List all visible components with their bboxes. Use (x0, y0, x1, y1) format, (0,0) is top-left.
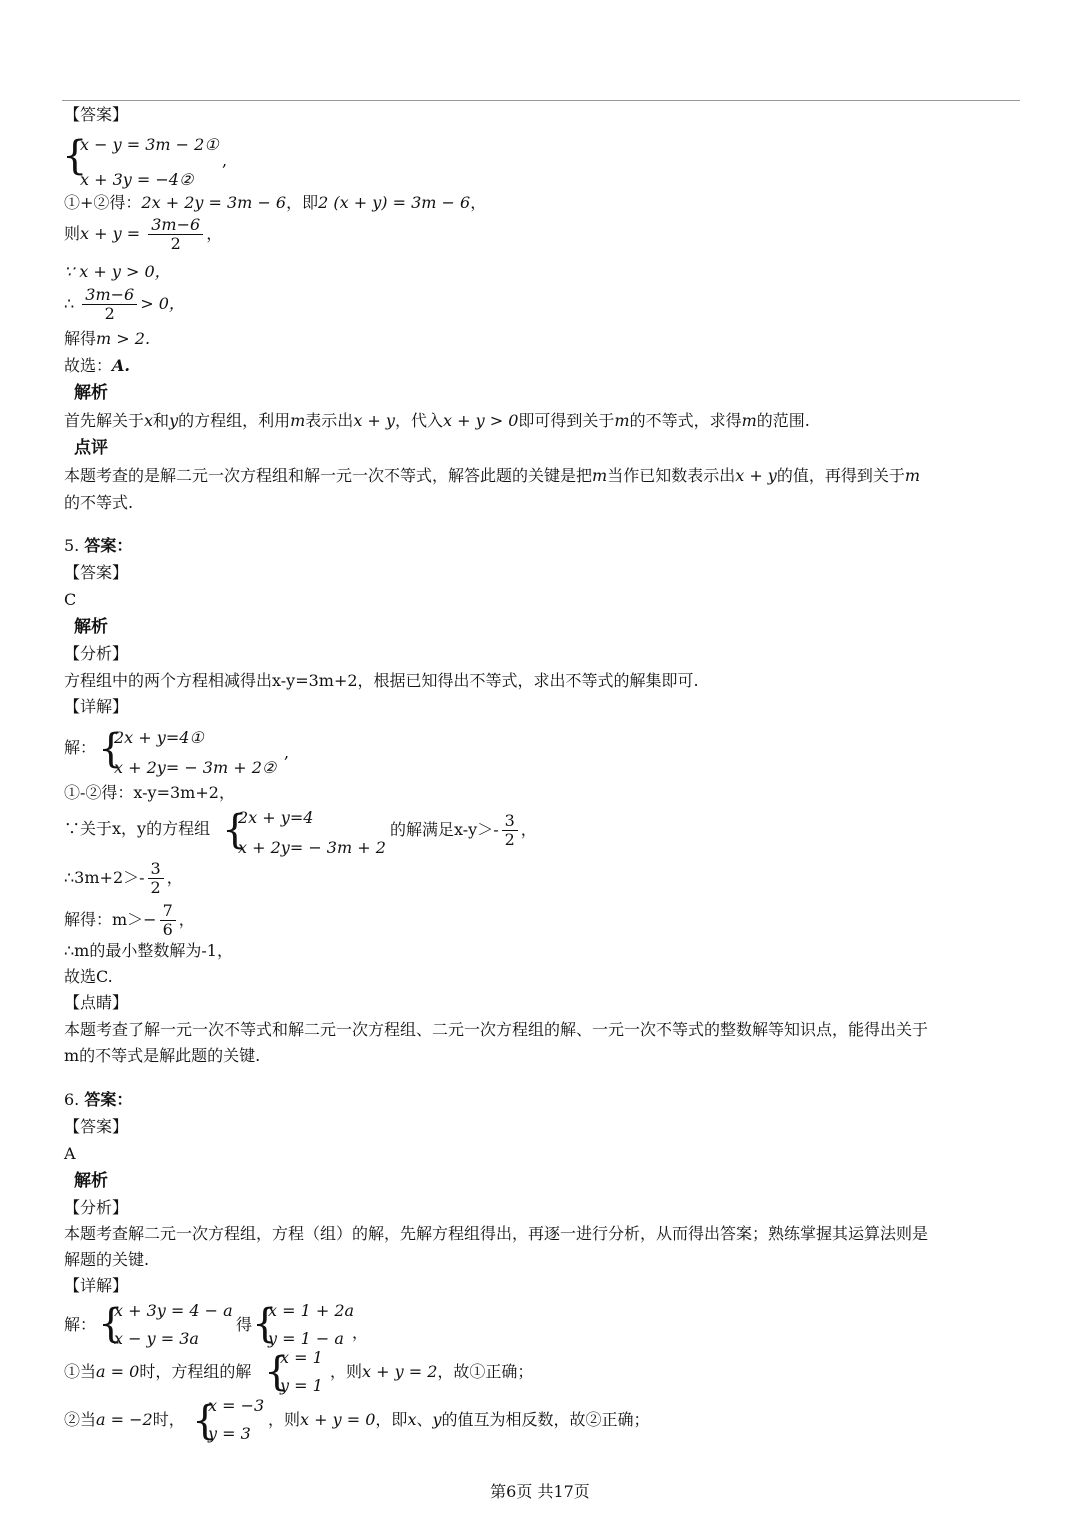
analysis-math: m (290, 411, 306, 430)
q6-case1-eq1: x = 1 (280, 1348, 323, 1367)
fraction-denominator: 2 (170, 234, 181, 253)
q5-sys-eq2: x + 2y= − 3m + 2② (114, 758, 277, 777)
analysis-math: x (144, 411, 154, 430)
step-text: 解得：m＞− (64, 910, 157, 929)
fraction-numerator: 3 (148, 860, 164, 879)
case-text: 、 (416, 1410, 433, 1429)
q5-fenxi-tag: 【分析】 (64, 644, 129, 663)
analysis-math: m (614, 411, 630, 430)
q6-answer: A (64, 1144, 76, 1163)
fraction-numerator: 7 (160, 902, 176, 921)
comment-text-part: 本题考查的是解二元一次方程组和解一元一次不等式，解答此题的关键是把 (64, 466, 593, 485)
step-therefore (64, 286, 185, 323)
fraction-denominator: 2 (104, 304, 115, 323)
fraction (148, 860, 164, 897)
q6-fenxi-tag: 【分析】 (64, 1198, 129, 1217)
case-text: ①当 (64, 1362, 97, 1381)
case-text: 时，方程组的解 (139, 1362, 252, 1381)
step-text: ，即 (286, 193, 319, 212)
q5-step4 (64, 902, 195, 939)
analysis-text-part: 的不等式，求得 (629, 411, 742, 430)
fraction-numerator: 3m−6 (148, 216, 203, 235)
analysis-text-part: 首先解关于 (64, 411, 145, 430)
header-rule (62, 100, 1020, 101)
fraction (82, 286, 137, 323)
q5-step5: ∴m的最小整数解为-1， (64, 941, 233, 960)
fraction-denominator: 2 (150, 878, 161, 897)
analysis-math: x + y (353, 411, 395, 430)
q6-fenxi-line2: 解题的关键. (64, 1250, 150, 1269)
q5-answer: C (64, 590, 77, 609)
step-text: ∴3m+2＞- (64, 868, 145, 887)
page-footer: 第6页 共17页 (490, 1482, 590, 1501)
system-brace: { (62, 133, 88, 179)
step-text: 的解满足x-y＞- (390, 820, 499, 839)
q5-step1: ①-②得：x-y=3m+2， (64, 783, 235, 802)
case-math: a = 0 (96, 1362, 140, 1381)
fraction-denominator: 2 (504, 830, 515, 849)
question-number: 6. (64, 1090, 80, 1109)
analysis-text (64, 410, 810, 432)
comment-text-part: 当作已知数表示出 (607, 466, 736, 485)
q6-sysB-eq2: y = 1 − a (268, 1329, 344, 1348)
analysis-text-part: 和 (153, 411, 170, 430)
analysis-text-part: 表示出 (305, 411, 354, 430)
fraction (502, 812, 518, 849)
analysis-text-part: 的方程组，利用 (178, 411, 291, 430)
q5-fenxi: 方程组中的两个方程相减得出x-y=3m+2，根据已知得出不等式，求出不等式的解集即可. (64, 671, 699, 690)
analysis-text-part: 的范围. (756, 411, 810, 430)
comment-math: m (592, 466, 608, 485)
q5-system-brace: { (98, 726, 124, 772)
q5-step2-prefix: ∵关于x，y的方程组 (64, 819, 211, 838)
step-add (64, 192, 486, 214)
question-number: 5. (64, 536, 80, 555)
q6-case2 (64, 1409, 185, 1431)
step-math: 2x + 2y = 3m − 6 (141, 193, 287, 212)
q5-xiangjie-tag: 【详解】 (64, 697, 129, 716)
case-text: ，则 (330, 1362, 363, 1381)
step-text: ， (178, 910, 195, 929)
analysis-text-part: ，代入 (394, 411, 443, 430)
question-heading: 答案： (84, 1090, 133, 1109)
case-text: ，则 (268, 1410, 301, 1429)
step-math: m > 2. (96, 329, 151, 348)
q6-jiexi-heading: 解析 (74, 1171, 108, 1191)
step-math: A. (112, 356, 130, 375)
q6-case2-tail (268, 1409, 650, 1431)
q5-sys-comma: , (284, 743, 290, 762)
fraction-denominator: 6 (162, 920, 173, 939)
q5-dianjing-line1: 本题考查了解一元一次不等式和解二元一次方程组、二元一次方程组的解、一元一次不等式的整数解等知识点，能得出关于 (64, 1020, 929, 1039)
step-math: x + y = (80, 224, 141, 243)
q5-heading (64, 535, 132, 557)
system-comma: , (222, 151, 228, 170)
case-text: ，故①正确； (437, 1362, 534, 1381)
q6-fenxi-line1: 本题考查解二元一次方程组，方程（组）的解，先解方程组得出，再逐一进行分析，从而得出答案；熟练掌握其运算法则是 (64, 1224, 929, 1243)
q6-systemA-brace: { (98, 1301, 124, 1347)
q6-sysB-eq1: x = 1 + 2a (268, 1301, 355, 1320)
comment-text-line2: 的不等式. (64, 493, 134, 512)
step-because: ∵ x + y > 0， (64, 262, 171, 281)
q6-case1-brace: { (264, 1349, 290, 1395)
answer-tag: 【答案】 (64, 105, 129, 124)
case-math: x (407, 1410, 417, 1429)
system-eq1: x − y = 3m − 2① (80, 135, 219, 154)
q5-step2-eq2: x + 2y= − 3m + 2 (238, 838, 386, 857)
therefore-symbol: ∴ (64, 294, 75, 313)
case-text: 时， (152, 1410, 185, 1429)
q6-sysA-eq1: x + 3y = 4 − a (114, 1301, 233, 1320)
step-math: > 0， (140, 294, 185, 313)
fraction-numerator: 3 (502, 812, 518, 831)
q5-step2-brace: { (222, 807, 248, 853)
case-math: y (432, 1410, 442, 1429)
q5-sys-eq1: 2x + y=4① (114, 728, 204, 747)
q6-case2-eq2: y = 3 (208, 1424, 251, 1443)
fraction-numerator: 3m−6 (82, 286, 137, 305)
case-text: ，即 (375, 1410, 408, 1429)
q6-heading (64, 1089, 132, 1111)
q5-dianjing-line2: m的不等式是解此题的关键. (64, 1046, 261, 1065)
q5-step6: 故选C. (64, 967, 113, 986)
q6-answer-tag: 【答案】 (64, 1117, 129, 1136)
q6-de: 得 (236, 1315, 253, 1334)
fraction (148, 216, 203, 253)
analysis-text-part: 即可得到关于 (518, 411, 615, 430)
step-text: ， (520, 820, 537, 839)
case-text: ②当 (64, 1410, 97, 1429)
step-choice (64, 355, 130, 377)
step-text: ， (166, 868, 183, 887)
analysis-heading: 解析 (74, 383, 108, 403)
q5-jiexi-heading: 解析 (74, 617, 108, 637)
step-text: 则 (64, 224, 81, 243)
q6-case1-tail (330, 1361, 533, 1383)
comment-text-part: 的值，再得到关于 (776, 466, 905, 485)
q6-sys-comma: ， (352, 1323, 369, 1342)
comment-heading: 点评 (74, 438, 108, 458)
comment-math: m (904, 466, 921, 485)
comment-text (64, 465, 920, 487)
comment-math: x + y (735, 466, 777, 485)
q5-answer-tag: 【答案】 (64, 563, 129, 582)
q6-systemB-brace: { (252, 1301, 278, 1347)
q5-step3 (64, 860, 183, 897)
step-xy (64, 216, 222, 253)
case-math: x + y = 0 (300, 1410, 376, 1429)
fraction (160, 902, 176, 939)
step-math: 2 (x + y) = 3m − 6 (318, 193, 471, 212)
q5-sol-prefix: 解： (64, 738, 97, 757)
step-solve (64, 328, 150, 350)
case-math: a = −2 (96, 1410, 153, 1429)
q5-step2-eq1: 2x + y=4 (238, 808, 314, 827)
q5-dianjing-tag: 【点睛】 (64, 993, 129, 1012)
analysis-math: m (741, 411, 757, 430)
system-eq2: x + 3y = −4② (80, 170, 194, 189)
q6-xiangjie-tag: 【详解】 (64, 1276, 129, 1295)
q6-case2-eq1: x = −3 (208, 1396, 265, 1415)
analysis-math: x + y > 0 (442, 411, 519, 430)
q6-case1 (64, 1361, 251, 1383)
case-math: x + y = 2 (362, 1362, 438, 1381)
question-heading: 答案： (84, 536, 133, 555)
q6-sol-prefix: 解： (64, 1315, 97, 1334)
step-text: 故选： (64, 356, 113, 375)
case-text: 的值互为相反数，故②正确； (441, 1410, 650, 1429)
analysis-math: y (169, 411, 179, 430)
step-text: 解得 (64, 329, 97, 348)
q5-step2-tail (390, 812, 537, 849)
q6-sysA-eq2: x − y = 3a (114, 1329, 199, 1348)
step-label: ①+②得： (64, 193, 142, 212)
q6-case1-eq2: y = 1 (280, 1376, 323, 1395)
step-text: ， (470, 193, 487, 212)
step-text: ， (206, 224, 223, 243)
q6-case2-brace: { (192, 1398, 218, 1444)
